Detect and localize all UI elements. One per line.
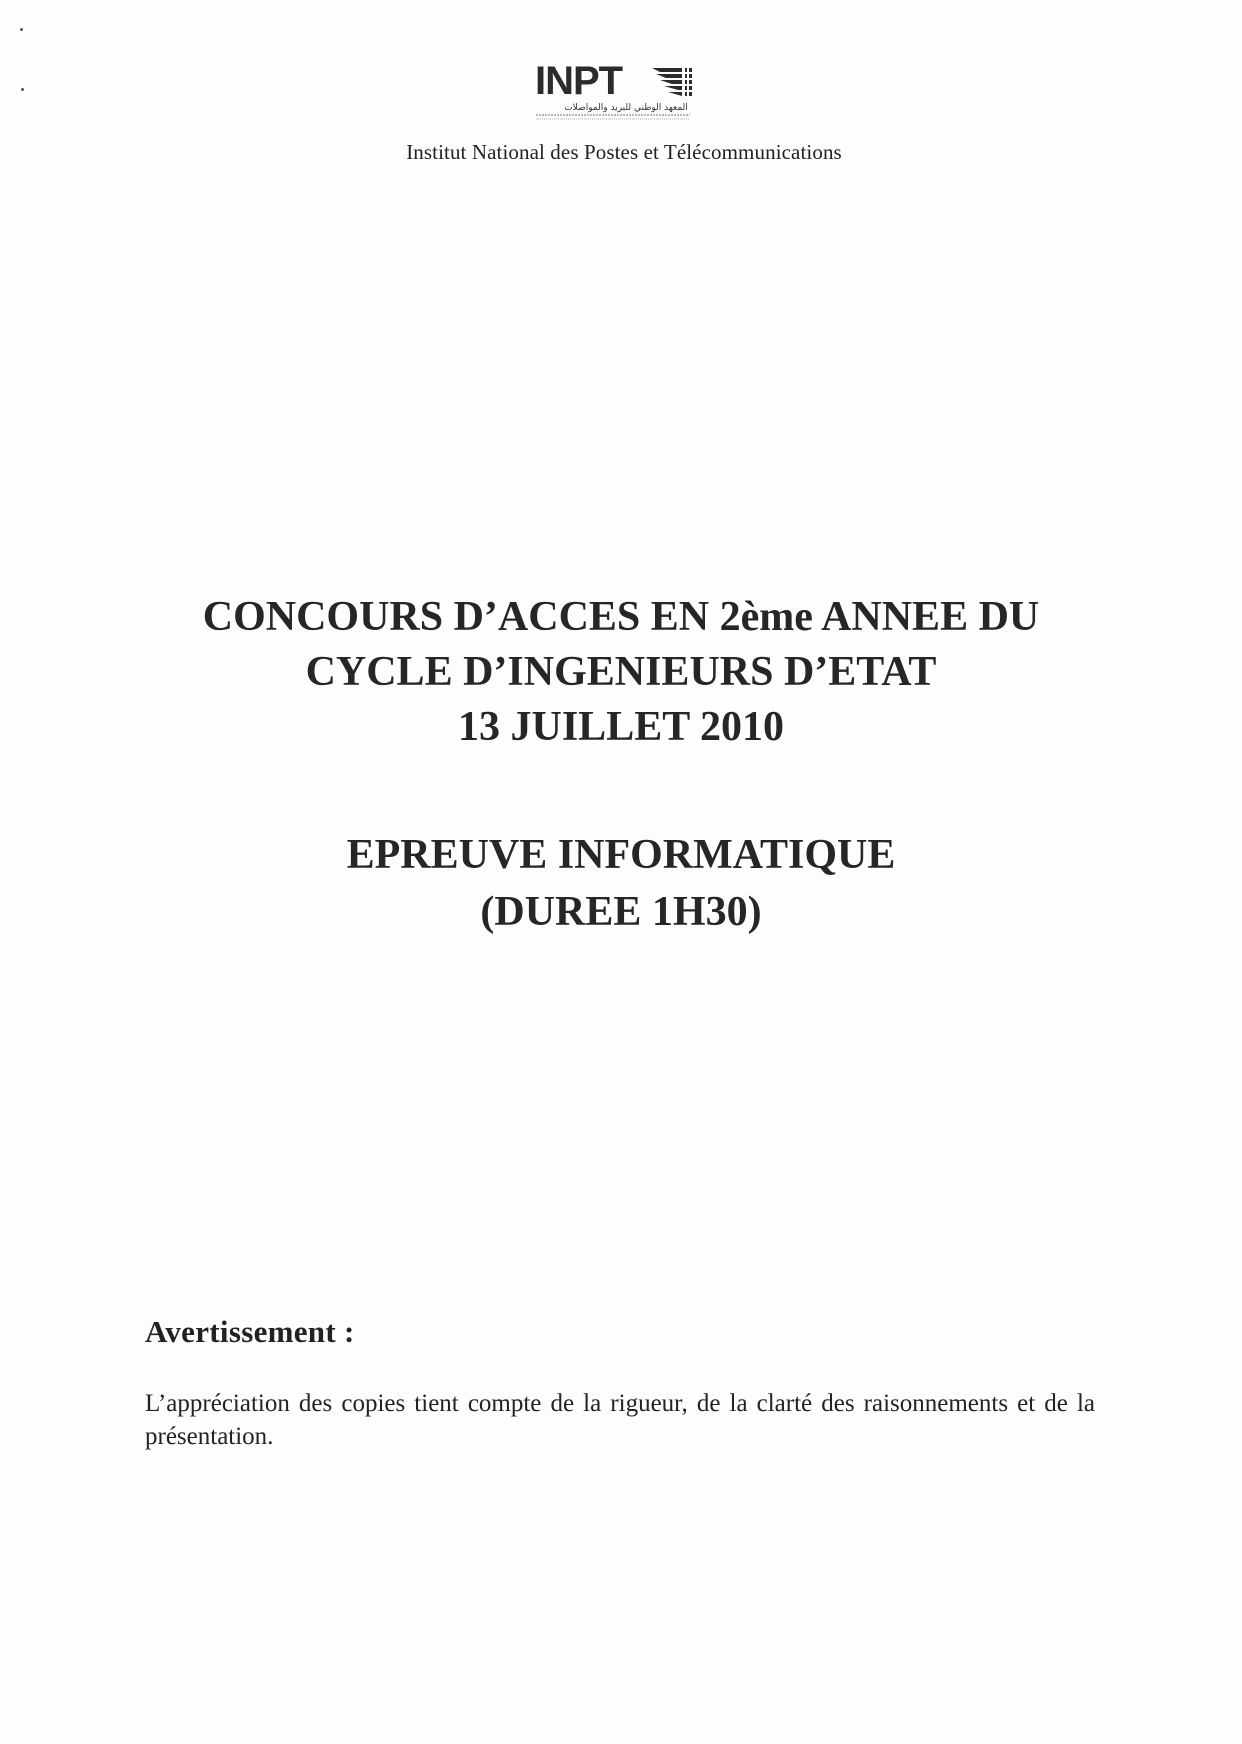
exam-title xyxy=(0,590,1242,755)
logo-arabic-text: المعهد الوطني للبريد والمواصلات xyxy=(564,103,688,113)
inpt-logo-graphic xyxy=(532,60,712,130)
inpt-logo xyxy=(532,60,712,130)
scan-speck xyxy=(21,88,24,91)
exam-duration: (DUREE 1H30) xyxy=(480,889,762,935)
exam-subject xyxy=(0,827,1242,941)
exam-date: 13 JUILLET 2010 xyxy=(458,704,784,750)
exam-subject-name: EPREUVE INFORMATIQUE xyxy=(346,832,896,878)
svg-text:INPT: INPT xyxy=(535,60,623,103)
exam-title-line-2: CYCLE D’INGENIEURS D’ETAT xyxy=(305,649,937,695)
warning-text: L’appréciation des copies tient compte de la rigueur, de la clarté des raisonnements et de la présentation. xyxy=(145,1390,1095,1450)
scan-speck xyxy=(20,28,23,31)
exam-title-line-1: CONCOURS D’ACCES EN 2ème ANNEE DU xyxy=(202,594,1040,640)
warning-heading: Avertissement : xyxy=(145,1314,355,1349)
institute-name: Institut National des Postes et Télécommunications xyxy=(406,140,842,164)
